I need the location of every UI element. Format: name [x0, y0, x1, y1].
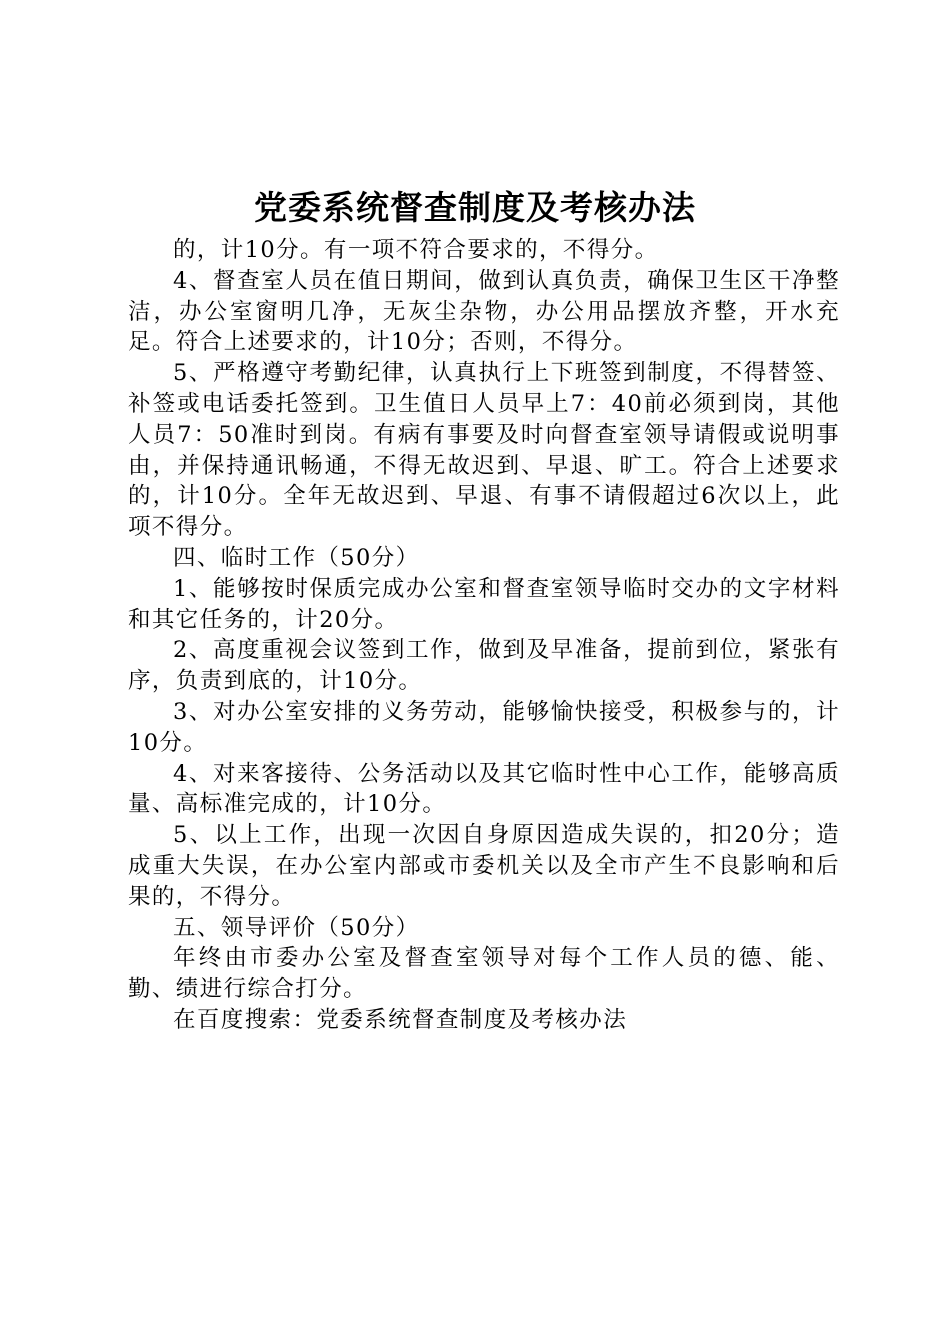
paragraph-temp-item-2: 2、高度重视会议签到工作，做到及早准备，提前到位，紧张有序，负责到底的，计10分。: [128, 637, 840, 695]
paragraph-temp-item-1: 1、能够按时保质完成办公室和督查室领导临时交办的文字材料和其它任务的，计20分。: [128, 575, 840, 633]
paragraph-item-4-duty: 4、督查室人员在值日期间，做到认真负责，确保卫生区干净整洁，办公室窗明几净，无灰尘杂物，办公用品摆放齐整，开水充足。符合上述要求的，计10分；否则，不得分。: [128, 267, 840, 356]
paragraph-item-5-attendance: 5、严格遵守考勤纪律，认真执行上下班签到制度，不得替签、补签或电话委托签到。卫生值日人员早上7：40前必须到岗，其他人员7：50准时到岗。有病有事要及时向督查室领导请假或说明事由，并保持通讯畅通，不得无故迟到、早退、旷工。符合上述要求的，计10分。全年无故迟到、早退、有事不请假超过6次以上，此项不得分。: [128, 360, 840, 541]
paragraph-temp-item-5: 5、以上工作，出现一次因自身原因造成失误的，扣20分；造成重大失误，在办公室内部或市委机关以及全市产生不良影响和后果的，不得分。: [128, 822, 840, 910]
paragraph-search-note: 在百度搜索：党委系统督查制度及考核办法: [173, 1006, 628, 1033]
section-heading-leader-evaluation: 五、领导评价（50分）: [173, 914, 420, 941]
paragraph-continuation: 的，计10分。有一项不符合要求的，不得分。: [173, 237, 659, 263]
paragraph-evaluation: 年终由市委办公室及督查室领导对每个工作人员的德、能、勤、绩进行综合打分。: [128, 945, 840, 1003]
section-heading-temporary-work: 四、临时工作（50分）: [173, 544, 420, 571]
document-body: [128, 235, 840, 1036]
paragraph-temp-item-3: 3、对办公室安排的义务劳动，能够愉快接受，积极参与的，计10分。: [128, 698, 840, 756]
paragraph-temp-item-4: 4、对来客接待、公务活动以及其它临时性中心工作，能够高质量、高标准完成的，计10分。: [128, 760, 840, 818]
document-title: 党委系统督查制度及考核办法: [254, 188, 696, 227]
